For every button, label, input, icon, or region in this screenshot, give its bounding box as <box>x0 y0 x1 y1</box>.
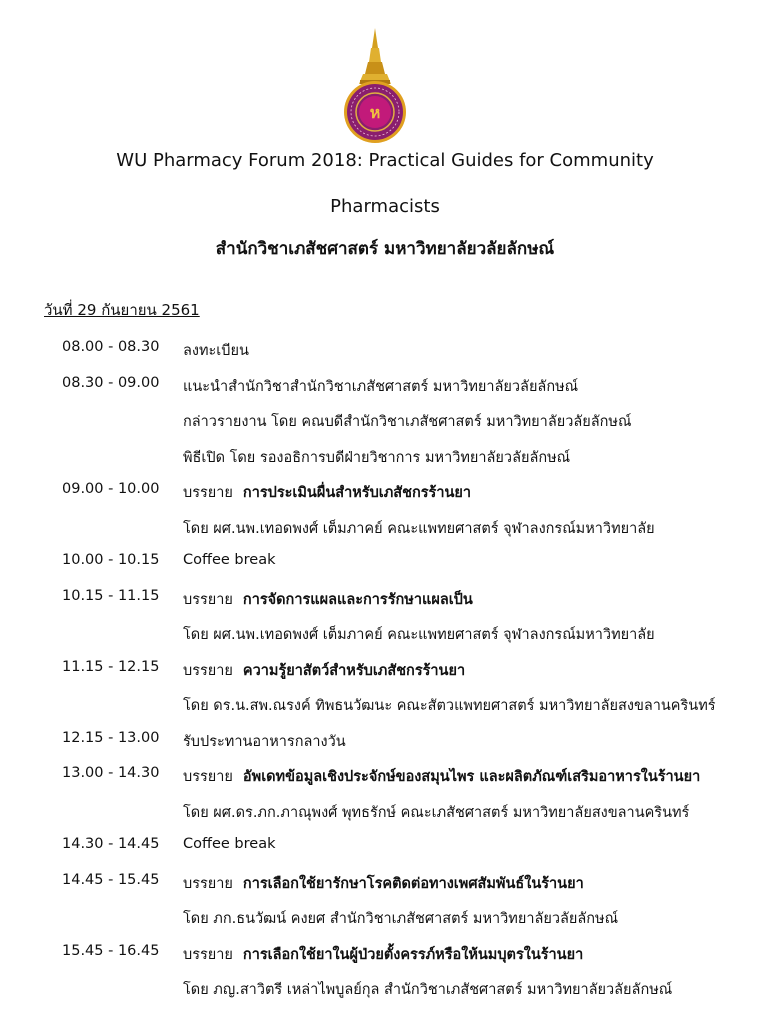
organization-name: สำนักวิชาเภสัชศาสตร์ มหาวิทยาลัยวลัยลักษณ์ <box>215 239 555 259</box>
lecture-topic: การเลือกใช้ยารักษาโรคติดต่อทางเพศสัมพันธ์ในร้านยา <box>242 875 584 892</box>
schedule-time: 14.45 - 15.45 <box>62 871 160 888</box>
forum-title-line1: WU Pharmacy Forum 2018: Practical Guides for Community <box>116 150 654 171</box>
lecture-topic: ความรู้ยาสัตว์สำหรับเภสัชกรร้านยา <box>242 662 466 679</box>
schedule-text: โดย ดร.น.สพ.ณรงค์ ทิพธนวัฒนะ คณะสัตวแพทยศาสตร์ มหาวิทยาลัยสงขลานครินทร์ <box>183 698 716 714</box>
schedule-text: ลงทะเบียน <box>183 343 249 359</box>
lecture-label: บรรยาย <box>183 946 233 963</box>
svg-text:ห: ห <box>369 103 381 122</box>
schedule-row <box>0 552 770 572</box>
schedule-row <box>0 978 770 998</box>
schedule-row <box>0 588 770 608</box>
schedule-text: โดย ผศ.นพ.เทอดพงศ์ เต็มภาคย์ คณะแพทยศาสตร์ จุฬาลงกรณ์มหาวิทยาลัย <box>183 627 655 643</box>
schedule-row <box>0 659 770 679</box>
schedule-row <box>0 623 770 643</box>
schedule-text <box>183 872 584 895</box>
schedule-time: 09.00 - 10.00 <box>62 481 160 497</box>
schedule-row <box>0 694 770 714</box>
schedule-text <box>183 765 700 788</box>
schedule-text <box>183 588 473 611</box>
lecture-topic: การจัดการแผลและการรักษาแผลเป็น <box>242 591 473 608</box>
schedule-row <box>0 410 770 430</box>
schedule-row <box>0 339 770 359</box>
schedule-time: 10.15 - 11.15 <box>62 587 160 604</box>
lecture-label: บรรยาย <box>183 591 233 608</box>
schedule-text: Coffee break <box>183 836 276 852</box>
schedule-time: 12.15 - 13.00 <box>62 729 160 746</box>
schedule-text <box>183 659 465 682</box>
schedule-text <box>183 943 583 966</box>
schedule-row <box>0 836 770 856</box>
university-seal-logo <box>335 28 415 146</box>
schedule-text: รับประทานอาหารกลางวัน <box>183 733 346 750</box>
schedule-text: แนะนำสำนักวิชาสำนักวิชาเภสัชศาสตร์ มหาวิทยาลัยวลัยลักษณ์ <box>183 378 579 395</box>
schedule-row <box>0 872 770 892</box>
event-date: วันที่ 29 กันยายน 2561 <box>44 301 200 319</box>
schedule-time: 11.15 - 12.15 <box>62 658 160 675</box>
schedule-row <box>0 446 770 466</box>
schedule-text: โดย ภก.ธนวัฒน์ คงยศ สำนักวิชาเภสัชศาสตร์ มหาวิทยาลัยวลัยลักษณ์ <box>183 911 619 927</box>
schedule-text: พิธีเปิด โดย รองอธิการบดีฝ่ายวิชาการ มหาวิทยาลัยวลัยลักษณ์ <box>183 449 571 466</box>
schedule-row <box>0 481 770 501</box>
schedule-time: 14.30 - 14.45 <box>62 836 160 852</box>
schedule-row <box>0 907 770 927</box>
lecture-label: บรรยาย <box>183 485 233 501</box>
schedule-row <box>0 375 770 395</box>
lecture-topic: การเลือกใช้ยาในผู้ป่วยตั้งครรภ์หรือให้นมบุตรในร้านยา <box>242 946 584 963</box>
schedule-row <box>0 801 770 821</box>
schedule-text: กล่าวรายงาน โดย คณบดีสำนักวิชาเภสัชศาสตร์ มหาวิทยาลัยวลัยลักษณ์ <box>183 414 632 430</box>
schedule-text: Coffee break <box>183 552 276 568</box>
schedule-time: 15.45 - 16.45 <box>62 942 160 959</box>
lecture-label: บรรยาย <box>183 769 233 785</box>
schedule-time: 08.00 - 08.30 <box>62 339 160 355</box>
schedule-row <box>0 943 770 963</box>
schedule-text <box>183 481 471 504</box>
schedule-time: 08.30 - 09.00 <box>62 374 160 391</box>
lecture-topic: การประเมินผื่นสำหรับเภสัชกรร้านยา <box>242 485 472 501</box>
schedule-row <box>0 765 770 785</box>
lecture-topic: อัพเดทข้อมูลเชิงประจักษ์ของสมุนไพร และผลิตภัณฑ์เสริมอาหารในร้านยา <box>242 769 701 785</box>
schedule-text: โดย ผศ.นพ.เทอดพงศ์ เต็มภาคย์ คณะแพทยศาสตร์ จุฬาลงกรณ์มหาวิทยาลัย <box>183 520 655 537</box>
lecture-label: บรรยาย <box>183 662 233 679</box>
schedule-text: โดย ภญ.สาวิตรี เหล่าไพบูลย์กุล สำนักวิชาเภสัชศาสตร์ มหาวิทยาลัยวลัยลักษณ์ <box>183 982 673 998</box>
schedule-time: 13.00 - 14.30 <box>62 765 160 781</box>
forum-title-line2: Pharmacists <box>330 196 440 217</box>
schedule-row <box>0 517 770 537</box>
lecture-label: บรรยาย <box>183 875 233 892</box>
schedule-row <box>0 730 770 750</box>
schedule-text: โดย ผศ.ดร.ภก.ภาณุพงศ์ พุทธรักษ์ คณะเภสัชศาสตร์ มหาวิทยาลัยสงขลานครินทร์ <box>183 804 690 821</box>
schedule-time: 10.00 - 10.15 <box>62 552 160 568</box>
